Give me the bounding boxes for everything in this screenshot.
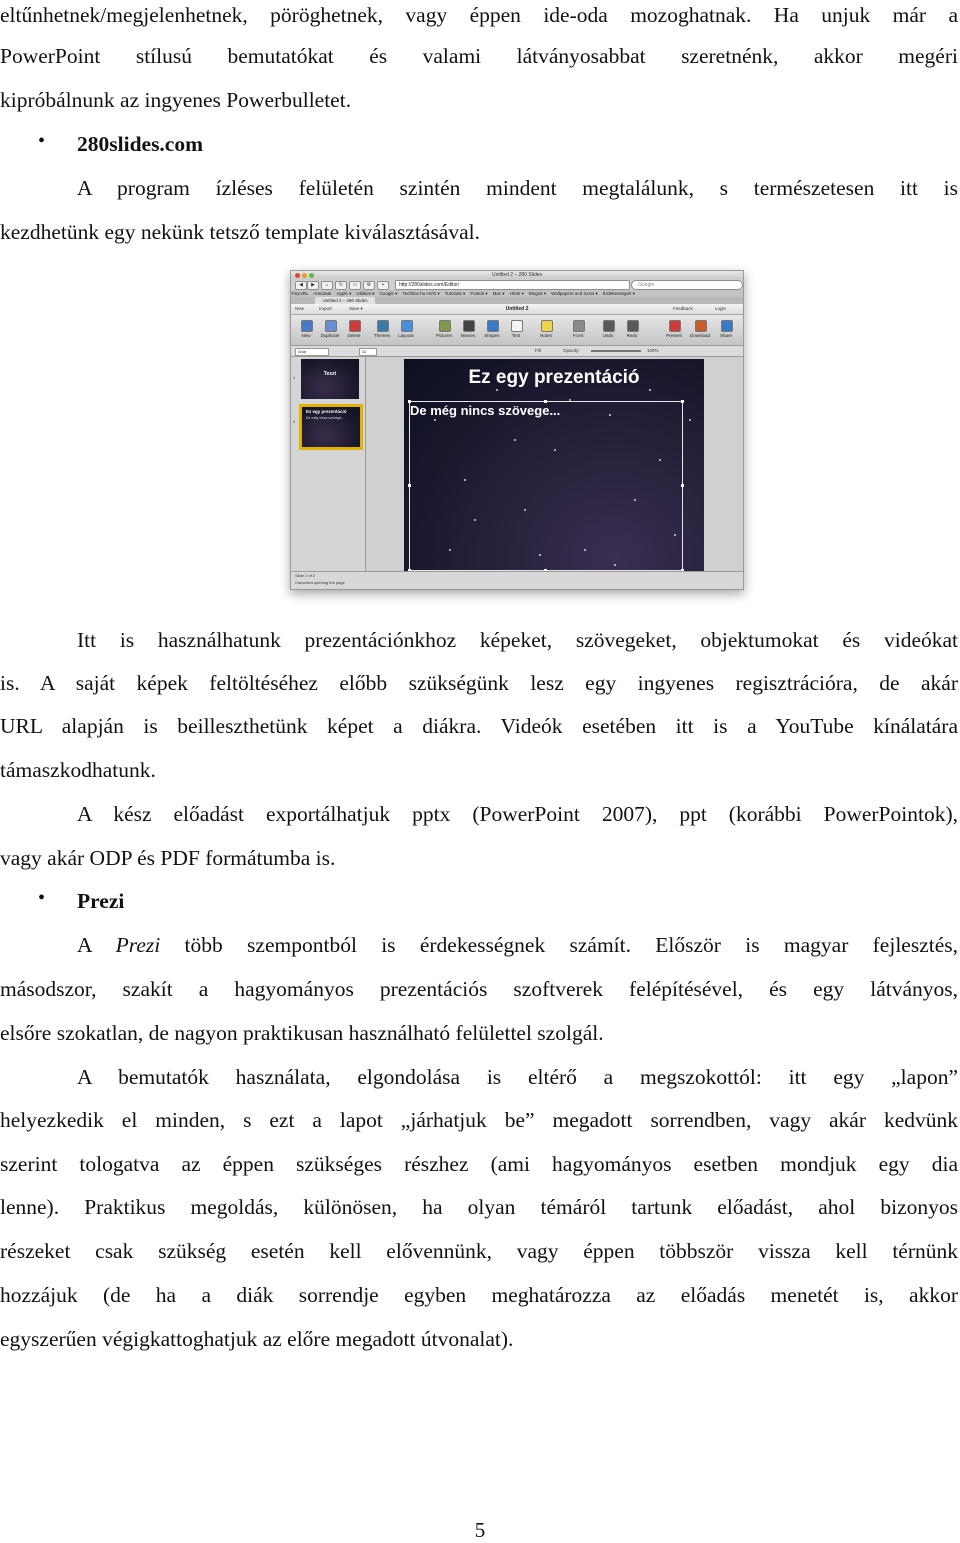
layouts-icon <box>401 320 413 332</box>
star-decoration <box>584 549 586 551</box>
thumbnail-number: 2 <box>293 419 296 424</box>
paragraph-line: lenne). Praktikus megoldás, különösen, ha olyan témáról tartunk előadást, ahol bizonyos <box>0 1195 958 1219</box>
status-slide-count: Slide 2 of 2 <box>295 573 316 578</box>
slide-thumbnail-2 <box>299 404 363 450</box>
toolbar-button-text <box>505 318 527 344</box>
toolbar-button-download <box>689 318 711 344</box>
slide-subtitle: De még nincs szövege... <box>410 403 561 418</box>
toolbar-button-movies <box>457 318 479 344</box>
star-decoration <box>554 449 556 451</box>
bookmark-item: Tutorials ▾ <box>444 291 466 296</box>
bookmark-icon: ▭ <box>349 281 361 290</box>
toolbar-label: Download <box>689 333 710 338</box>
paragraph-line: URL alapján is beilleszthetünk képet a diákra. Videók esetében itt is a YouTube kínálatára <box>0 714 958 738</box>
status-message: Cancelled opening the page <box>295 580 345 585</box>
toolbar-button-share <box>715 318 737 344</box>
paragraph-line: elsőre szokatlan, de nagyon praktikusan használható felülettel szolgál. <box>0 1021 604 1045</box>
paragraph-line: eltűnhetnek/megjelenhetnek, pöröghetnek, vagy éppen ide-oda mozoghatnak. Ha unjuk már a <box>0 3 958 27</box>
star-decoration <box>514 439 516 441</box>
star-decoration <box>496 389 498 391</box>
page-number: 5 <box>474 1518 486 1542</box>
thumbnail-title: Ez egy prezentáció <box>306 409 347 414</box>
thumbnail-subtitle: De még nincs szövege... <box>306 416 345 420</box>
bookmark-item: Techline.hu HVG ▾ <box>402 291 440 296</box>
paragraph-line: A bemutatók használata, elgondolása is eltérő a megszokottól: itt egy „lapon” <box>77 1065 958 1089</box>
paragraph-line: hozzájuk (de ha a diák sorrendje egyben meghatározza az előadás menetét is, akkor <box>0 1283 958 1307</box>
opacity-slider <box>591 350 641 352</box>
bookmark-item: Utilities ▾ <box>356 291 375 296</box>
toolbar-button-shapes <box>481 318 503 344</box>
duplicate-icon <box>325 320 337 332</box>
toolbar-label: New <box>301 333 311 338</box>
toolbar-button-present <box>663 318 685 344</box>
app-link-feedback: Feedback <box>673 306 693 311</box>
star-decoration <box>649 389 651 391</box>
new-icon <box>301 320 313 332</box>
star-decoration <box>674 534 676 536</box>
toolbar-button-notes <box>535 318 557 344</box>
app-link-login: Login <box>715 306 727 311</box>
themes-icon <box>377 320 389 332</box>
star-decoration <box>524 509 526 511</box>
toolbar-label: Themes <box>373 333 391 338</box>
font-select: Arial <box>295 348 329 356</box>
toolbar-label: Undo <box>602 333 614 338</box>
delete-icon <box>349 320 361 332</box>
slide-thumbnail-1 <box>301 359 359 399</box>
slide-canvas <box>404 359 704 581</box>
document-title: Untitled 2 <box>505 306 529 312</box>
paragraph-line: kipróbálnunk az ingyenes Powerbulletet. <box>0 88 352 112</box>
toolbar-button-new <box>295 318 317 344</box>
star-decoration <box>569 399 571 401</box>
paragraph-line: másodszor, szakít a hagyományos prezentációs szoftverek felépítésével, és egy látványos, <box>0 977 958 1001</box>
bookmark-item: Érdekességek ▾ <box>602 291 635 296</box>
star-decoration <box>539 554 541 556</box>
section-heading-280slides: 280slides.com <box>77 132 204 156</box>
paragraph-line: részeket csak szükség esetén kell elővennünk, vagy éppen többször vissza kell térnünk <box>0 1239 958 1263</box>
bookmark-item: Wallpapers and Icons ▾ <box>551 291 598 296</box>
bookmark-item: TinyURL <box>291 291 309 296</box>
text-icon <box>511 320 523 332</box>
prezi-italic: Prezi <box>115 933 161 957</box>
paragraph-line: vagy akár ODP és PDF formátumba is. <box>0 846 336 870</box>
thumbnail-number: 1 <box>293 375 296 380</box>
thumbnail-title: Teszt <box>323 371 337 377</box>
paragraph-line: szerint tologatva az éppen szükséges részhez (ami hagyományos esetben mondjuk egy dia <box>0 1152 958 1176</box>
star-decoration <box>634 499 636 501</box>
browser-tab: Untitled 2 – 280 Slides <box>315 297 375 304</box>
bookmark-item: Hírek ▾ <box>509 291 524 296</box>
editor-toolbar <box>291 315 743 346</box>
toolbar-label: Redo <box>626 333 638 338</box>
toolbar-label: Pictures <box>435 333 453 338</box>
bookmark-item: Annotate <box>313 291 332 296</box>
slide-title: Ez egy prezentáció <box>468 367 640 388</box>
slide-canvas-area <box>366 357 743 571</box>
section-heading-prezi: Prezi <box>77 889 125 913</box>
app-header <box>291 304 743 315</box>
reload-icon: ↻ <box>335 281 347 290</box>
bookmark-item: Google ▾ <box>379 291 398 296</box>
notes-icon <box>541 320 553 332</box>
opacity-label: Opacity: <box>563 348 580 353</box>
bookmark-item: Apple ▾ <box>336 291 352 296</box>
window-title: Untitled 2 – 280 Slides <box>491 272 543 278</box>
fill-label: Fill <box>535 348 541 353</box>
toolbar-label: Layouts <box>398 333 414 338</box>
paragraph-line: egyszerűen végigkattoghatjuk az előre megadott útvonalat). <box>0 1327 514 1351</box>
star-decoration <box>474 519 476 521</box>
star-decoration <box>464 479 466 481</box>
star-decoration <box>609 414 611 416</box>
font-size-field: 32 <box>359 348 377 356</box>
resize-handle <box>681 484 684 487</box>
movies-icon <box>463 320 475 332</box>
opacity-value: 100% <box>647 348 659 353</box>
toolbar-button-pictures <box>433 318 455 344</box>
app-link-new: New <box>295 306 305 311</box>
paragraph-line: A kész előadást exportálhatjuk pptx (PowerPoint 2007), ppt (korábbi PowerPointok), <box>77 802 958 826</box>
bookmark-item: Mac ▾ <box>492 291 505 296</box>
paragraph-line: kezdhetünk egy nekünk tetsző template kiválasztásával. <box>0 220 480 244</box>
toolbar-label: Present <box>666 333 682 338</box>
format-bar <box>291 346 743 357</box>
toolbar-button-redo <box>621 318 643 344</box>
status-bar <box>291 571 743 590</box>
share-icon <box>721 320 733 332</box>
text-run: A <box>77 933 116 957</box>
toolbar-button-delete <box>343 318 365 344</box>
toolbar-label: Movies <box>460 333 476 338</box>
toolbar-label: Text <box>511 333 521 338</box>
toolbar-label: Notes <box>540 333 552 338</box>
paragraph-line: is. A saját képek feltöltéséhez előbb szükségünk lesz egy ingyenes regisztrációra, de akár <box>0 671 958 695</box>
paragraph-line: Itt is használhatunk prezentációnkhoz képeket, szövegeket, objektumokat és videókat <box>77 628 958 652</box>
home-icon: ⌂ <box>321 281 333 290</box>
paragraph-line: támaszkodhatunk. <box>0 758 156 782</box>
star-decoration <box>689 419 691 421</box>
star-decoration <box>614 564 616 566</box>
text-run: több szempontból is érdekességnek számít. Először is magyar fejlesztés, <box>160 933 958 957</box>
bookmark-item: Blogok ▾ <box>528 291 547 296</box>
star-decoration <box>434 419 436 421</box>
search-field: Google <box>631 280 743 290</box>
window-titlebar <box>291 271 743 279</box>
back-icon: ◀ <box>295 281 307 290</box>
bookmarks-bar <box>291 290 743 297</box>
toolbar-label: Delete <box>347 333 361 338</box>
toolbar-label: Share <box>719 333 732 338</box>
toolbar-button-front <box>567 318 589 344</box>
bullet-icon: • <box>38 887 46 909</box>
star-decoration <box>659 459 661 461</box>
toolbar-button-layouts <box>395 318 417 344</box>
toolbar-label: Shapes <box>484 333 500 338</box>
app-link-import: Import <box>319 306 332 311</box>
shapes-icon <box>487 320 499 332</box>
toolbar-button-undo <box>597 318 619 344</box>
text-selection-box <box>409 401 683 571</box>
undo-icon <box>603 320 615 332</box>
resize-handle <box>408 484 411 487</box>
settings-icon: ⚙ <box>363 281 375 290</box>
browser-toolbar <box>291 279 743 290</box>
front-icon <box>573 320 585 332</box>
toolbar-label: Duplicate <box>320 333 340 338</box>
download-icon <box>695 320 707 332</box>
app-screenshot-280slides <box>290 270 744 590</box>
toolbar-button-themes <box>371 318 393 344</box>
bookmark-item: Fontok ▾ <box>470 291 488 296</box>
forward-icon: ▶ <box>307 281 319 290</box>
resize-handle <box>681 400 684 403</box>
star-decoration <box>449 549 451 551</box>
paragraph-line: helyezkedik el minden, s ezt a lapot „járhatjuk be” megadott sorrendben, vagy akár kedvünk <box>0 1108 958 1132</box>
paragraph-line <box>77 930 958 960</box>
app-link-save: Save ▾ <box>349 306 363 311</box>
pictures-icon <box>439 320 451 332</box>
paragraph-line: A program ízléses felületén szintén mindent megtalálunk, s természetesen itt is <box>77 176 958 200</box>
browser-tabs <box>291 297 743 304</box>
present-icon <box>669 320 681 332</box>
paragraph-line: PowerPoint stílusú bemutatókat és valami látványosabbat szeretnénk, akkor megéri <box>0 44 958 68</box>
add-tab-icon: + <box>377 281 389 290</box>
url-field: http://280slides.com/Editor/ <box>395 280 630 290</box>
bullet-icon: • <box>38 130 46 152</box>
toolbar-button-duplicate <box>319 318 341 344</box>
slide-thumbnails-panel <box>291 357 366 571</box>
toolbar-label: Front <box>572 333 584 338</box>
redo-icon <box>627 320 639 332</box>
